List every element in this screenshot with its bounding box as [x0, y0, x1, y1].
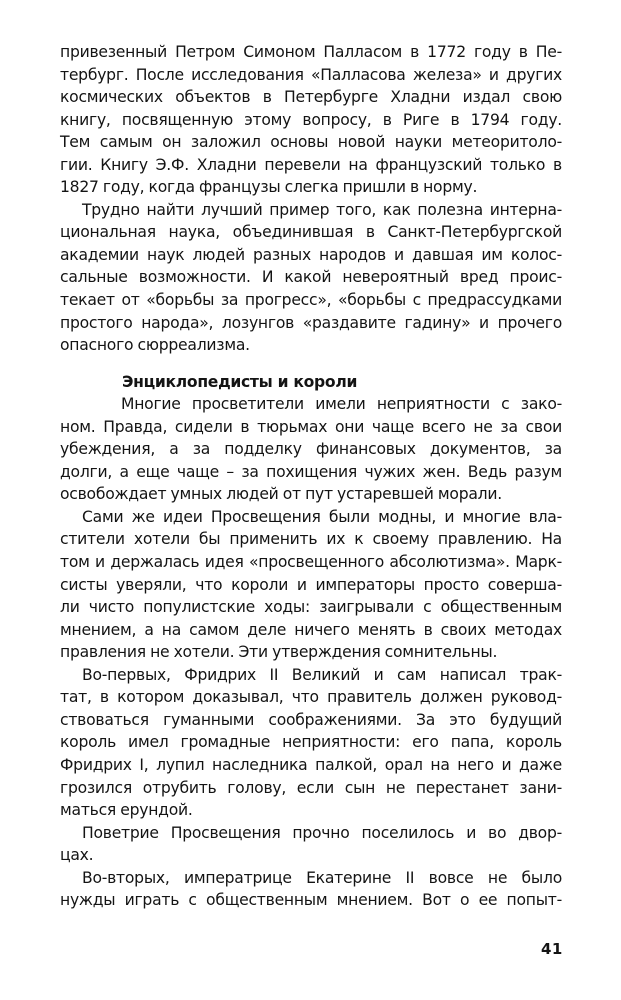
text-line: король имел громадные неприятности: его папа, король	[60, 733, 562, 752]
text-line: ствоваться гуманными соображениями. За это будущий	[60, 710, 562, 729]
text-line: книгу, посвященную этому вопросу, в Риге в 1794 году.	[60, 110, 562, 129]
text-line: том и держалась идея «просвещенного абсолютизма». Марк-	[60, 553, 562, 572]
text-line: Тем самым он заложил основы новой науки метеоритоло-	[60, 133, 562, 152]
text-line: ли чисто популистские ходы: заигрывали с общественным	[60, 598, 562, 617]
text-line: грозился отрубить голову, если сын не перестанет зани-	[60, 778, 562, 797]
text-line: сальные возможности. И какой невероятный вред проис-	[60, 268, 562, 287]
paragraph-chladni	[60, 41, 562, 199]
text-line: Во-вторых, императрице Екатерине II вовсе не было	[82, 868, 562, 887]
text-line: освобождает умных людей от пут устаревшей морали.	[60, 485, 502, 504]
text-line: стители хотели бы применить их к своему правлению. На	[60, 530, 562, 549]
paragraph-enlightened-absolutism	[60, 506, 562, 664]
text-line: гии. Книгу Э.Ф. Хладни перевели на французский только в	[60, 155, 562, 174]
text-line: долги, а еще чаще – за похищения чужих жен. Ведь разум	[60, 462, 562, 481]
paragraph-frederick	[60, 664, 562, 822]
text-line: текает от «борьбы за прогресс», «борьбы с предрассудками	[60, 291, 562, 310]
text-line: ном. Правда, сидели в тюрьмах они чаще всего не за свои	[60, 417, 562, 436]
page-number: 41	[541, 940, 563, 958]
paragraph-catherine	[60, 867, 562, 912]
text-line: простого народа», лозунгов «раздавите гадину» и прочего	[60, 313, 562, 332]
text-line: тербург. После исследования «Палласова железа» и других	[60, 65, 562, 84]
text-line: академии наук людей разных народов и давшая им колос-	[60, 245, 562, 264]
book-page	[60, 41, 562, 912]
text-line: тат, в котором доказывал, что правитель должен руковод-	[60, 688, 562, 707]
text-line: правления не хотели. Эти утверждения сомнительны.	[60, 643, 498, 662]
text-line: привезенный Петром Симоном Палласом в 1772 году в Пе-	[60, 43, 562, 61]
text-line: циональная наука, объединившая в Санкт-Петербургской	[60, 223, 562, 242]
text-line: Сами же идеи Просвещения были модны, и многие вла-	[82, 507, 562, 526]
text-line: нужды играть с общественным мнением. Вот о ее попыт-	[60, 891, 562, 910]
section-heading: Энциклопедисты и короли	[122, 372, 358, 391]
paragraph-international-science	[60, 199, 562, 357]
text-line: Многие просветители имели неприятности с зако-	[121, 395, 562, 414]
text-line: Во-первых, Фридрих II Великий и сам написал трак-	[82, 665, 562, 684]
text-line: систы уверяли, что короли и императоры просто соверша-	[60, 575, 562, 594]
text-line: Поветрие Просвещения прочно поселилось и во двор-	[82, 823, 562, 842]
text-line: космических объектов в Петербурге Хладни издал свою	[60, 88, 562, 107]
text-line: маться ерундой.	[60, 801, 193, 820]
paragraph-enlighteners-law	[60, 393, 562, 506]
text-line: цах.	[60, 846, 94, 865]
text-line: мнением, а на самом деле ничего менять в своих методах	[60, 620, 562, 639]
text-line: Фридрих I, лупил наследника палкой, орал на него и даже	[60, 755, 562, 774]
text-line: убеждения, а за подделку финансовых документов, за	[60, 440, 562, 459]
text-line: 1827 году, когда французы слегка пришли в норму.	[60, 178, 478, 197]
paragraph-enlightenment-palaces	[60, 822, 562, 867]
text-line: Трудно найти лучший пример того, как полезна интерна-	[82, 200, 562, 219]
text-line: опасного сюрреализма.	[60, 336, 250, 355]
